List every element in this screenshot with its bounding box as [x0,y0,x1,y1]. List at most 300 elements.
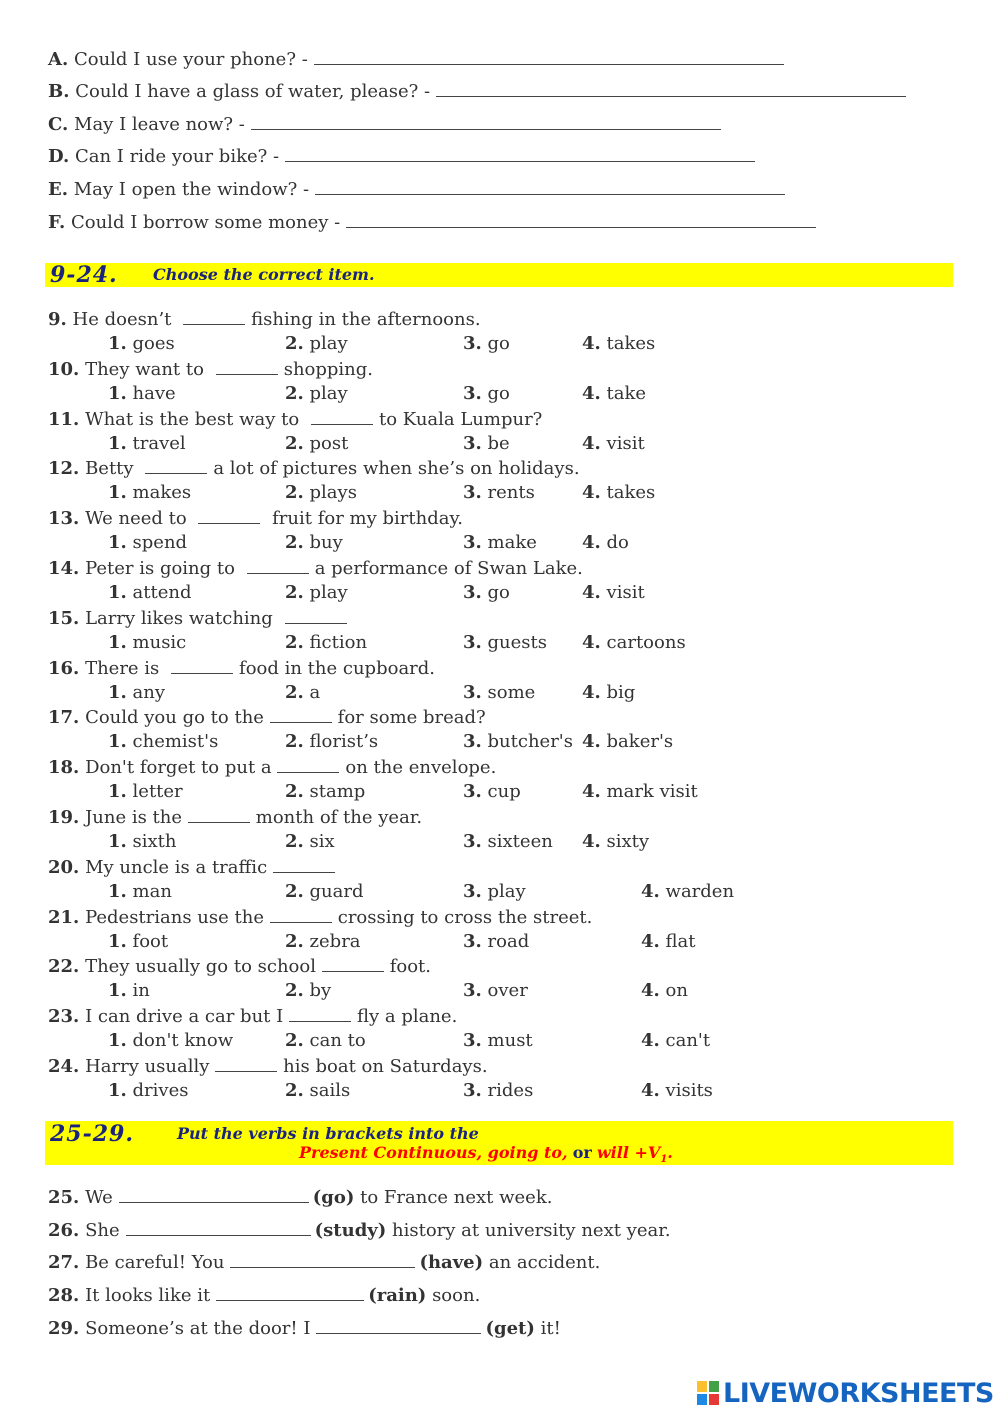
question-text-after: a performance of Swan Lake. [314,558,583,579]
answer-option[interactable] [463,433,510,455]
option-number: 1. [108,1030,127,1052]
option-number: 4. [641,930,660,952]
option-number: 1. [108,382,127,404]
section-header-25-29 [45,1121,953,1165]
option-number: 4. [641,1030,660,1052]
question-text-before: I can drive a car but I [85,1006,284,1028]
answer-blank[interactable] [322,955,384,972]
question-row [48,308,481,331]
option-number: 2. [285,1030,304,1052]
section-header-9-24 [45,263,953,287]
question-text-after: month of the year. [255,807,423,828]
option-number: 1. [108,781,127,803]
answer-option[interactable] [463,333,510,355]
sentence-after: to France next week. [360,1187,553,1208]
answer-blank[interactable] [273,856,335,873]
question-number: 10. [48,358,80,380]
answer-option[interactable] [582,682,635,704]
option-number: 3. [463,731,482,753]
option-number: 2. [285,582,304,603]
option-number: 2. [285,930,304,952]
answer-option[interactable] [285,482,357,504]
answer-option[interactable] [108,682,165,704]
answer-option[interactable] [108,1030,233,1052]
answer-option[interactable] [582,333,655,355]
verb-prompt: (have) [419,1252,484,1274]
option-number: 3. [463,880,482,902]
option-text: guests [487,631,548,653]
option-text: cup [487,781,521,803]
option-number: 1. [108,980,127,1002]
option-text: can't [665,1030,711,1052]
question-number: 11. [48,408,80,430]
option-number: 3. [463,532,482,554]
request-row [48,48,784,71]
answer-option[interactable] [463,532,537,554]
option-text: butcher's [487,731,573,753]
section-number: 25-29. [50,1121,135,1147]
answer-option[interactable] [463,881,526,903]
question-text-before: He doesn’t [72,309,172,330]
answer-option[interactable] [463,931,529,953]
answer-option[interactable] [285,781,365,803]
answer-blank[interactable] [314,48,784,65]
option-text: a [309,681,321,703]
option-number: 1. [108,831,127,852]
answer-blank[interactable] [216,1284,364,1301]
answer-option[interactable] [108,433,186,455]
answer-blank[interactable] [216,358,278,375]
verb-row [48,1284,480,1307]
question-row [48,1055,488,1078]
option-number: 3. [463,681,482,703]
answer-blank[interactable] [230,1251,415,1268]
answer-option[interactable] [582,383,646,405]
question-number: 21. [48,906,80,928]
option-text: buy [309,532,343,554]
answer-option[interactable] [582,532,629,554]
option-number: 3. [463,582,482,603]
option-number: 1. [108,432,127,454]
option-number: 4. [641,1080,660,1101]
answer-blank[interactable] [285,607,347,624]
option-number: 4. [582,333,601,354]
option-number: 3. [463,382,482,404]
answer-option[interactable] [463,383,510,405]
option-text: make [487,532,537,554]
answer-blank[interactable] [126,1219,311,1236]
answer-option[interactable] [285,532,343,554]
question-row [48,806,422,829]
option-text: visits [665,1080,713,1101]
answer-blank[interactable] [315,178,785,195]
option-number: 2. [285,831,304,852]
sentence-after: an accident. [488,1252,601,1274]
request-row [48,211,816,234]
answer-option[interactable] [285,333,348,355]
request-letter: F. [48,212,66,233]
option-number: 2. [285,482,304,504]
question-text-after: to Kuala Lumpur? [378,408,543,430]
answer-blank[interactable] [346,211,816,228]
answer-option[interactable] [641,881,734,903]
option-number: 1. [108,582,127,603]
answer-option[interactable] [108,731,218,753]
option-text: music [132,631,187,653]
question-row [48,706,486,729]
option-number: 3. [463,930,482,952]
option-number: 2. [285,432,304,454]
verb-row [48,1219,671,1242]
option-number: 2. [285,681,304,703]
option-number: 3. [463,333,482,354]
option-text: visit [606,582,645,603]
answer-option[interactable] [285,731,378,753]
answer-option[interactable] [108,482,191,504]
option-text: goes [132,333,175,354]
option-text: post [309,432,349,454]
option-text: takes [606,333,656,354]
option-number: 4. [582,582,601,603]
option-number: 4. [641,880,660,902]
answer-option[interactable] [582,781,698,803]
request-letter: B. [48,81,70,102]
answer-option[interactable] [463,632,547,654]
option-text: plays [309,482,357,504]
answer-option[interactable] [463,831,553,853]
option-text: travel [132,432,186,454]
question-number: 19. [48,807,80,828]
question-row [48,557,583,580]
answer-option[interactable] [285,1030,366,1052]
request-letter: D. [48,146,70,167]
answer-blank[interactable] [270,906,332,923]
answer-option[interactable] [285,582,348,604]
option-text: go [487,582,510,603]
question-row [48,906,592,929]
option-text: sails [309,1080,351,1101]
option-text: do [606,532,629,554]
option-number: 1. [108,1080,127,1101]
answer-option[interactable] [108,333,175,355]
question-text-before: We need to [85,508,187,530]
option-number: 4. [582,631,601,653]
answer-option[interactable] [108,781,183,803]
option-text: go [487,382,510,404]
option-text: some [487,681,536,703]
option-text: rides [487,1080,534,1101]
answer-blank[interactable] [316,1317,481,1334]
answer-option[interactable] [108,383,176,405]
option-text: fiction [309,631,368,653]
answer-blank[interactable] [198,507,260,524]
request-text: Could I use your phone? - [73,49,308,70]
sentence-before: She [85,1219,120,1241]
option-text: flat [665,930,696,952]
option-text: play [309,382,348,404]
option-number: 4. [582,681,601,703]
answer-option[interactable] [641,1030,710,1052]
question-text-after: for some bread? [337,707,486,729]
answer-blank[interactable] [251,113,721,130]
question-text-before: What is the best way to [85,408,300,430]
answer-option[interactable] [285,881,364,903]
option-number: 4. [582,532,601,554]
verb-prompt: (go) [312,1187,355,1208]
answer-option[interactable] [463,781,521,803]
request-letter: E. [48,179,68,200]
answer-blank[interactable] [188,806,250,823]
liveworksheets-logo-icon [697,1381,719,1405]
answer-option[interactable] [285,433,348,455]
answer-blank[interactable] [289,1005,351,1022]
answer-blank[interactable] [436,80,906,97]
option-text: warden [665,880,735,902]
option-text: play [309,333,348,354]
question-text-before: There is [85,657,160,679]
option-text: takes [606,482,656,504]
question-text-after: fly a plane. [356,1006,458,1028]
answer-blank[interactable] [311,408,373,425]
option-number: 2. [285,880,304,902]
option-text: drives [132,1080,189,1101]
question-row [48,657,435,680]
option-number: 1. [108,333,127,354]
option-text: big [606,681,636,703]
question-text-before: Harry usually [85,1056,210,1077]
option-text: chemist's [132,731,219,753]
option-text: rents [487,482,535,504]
question-number: 25. [48,1187,80,1208]
option-text: spend [132,532,188,554]
option-number: 1. [108,880,127,902]
option-text: take [606,382,647,404]
option-number: 3. [463,432,482,454]
request-text: Could I have a glass of water, please? - [75,81,431,102]
answer-option[interactable] [641,980,688,1002]
request-letter: C. [48,114,69,135]
question-text-before: Could you go to the [85,707,264,729]
answer-option[interactable] [641,931,696,953]
answer-option[interactable] [463,582,510,604]
sentence-before: It looks like it [85,1285,211,1307]
request-row [48,80,906,103]
question-number: 13. [48,508,80,530]
option-text: man [132,880,172,902]
question-number: 26. [48,1219,80,1241]
question-row [48,358,373,381]
option-text: sixty [606,831,650,852]
verb-row [48,1251,600,1274]
answer-option[interactable] [285,682,320,704]
question-number: 29. [48,1317,80,1339]
option-text: be [487,432,510,454]
option-text: any [132,681,166,703]
liveworksheets-logo[interactable] [697,1376,994,1410]
option-text: play [309,582,348,603]
option-number: 1. [108,532,127,554]
option-text: guard [309,880,364,902]
logo-text: LIVEWORKSHEETS [723,1377,994,1409]
question-text-after: a lot of pictures when she’s on holidays. [213,458,580,480]
question-text-before: Betty [85,458,134,480]
answer-option[interactable] [582,482,655,504]
option-number: 4. [582,731,601,753]
option-number: 2. [285,333,304,354]
request-text: Can I ride your bike? - [74,146,280,167]
answer-option[interactable] [108,632,186,654]
answer-option[interactable] [463,980,528,1002]
option-number: 1. [108,930,127,952]
answer-blank[interactable] [171,657,233,674]
verb-prompt: (study) [314,1219,387,1241]
question-number: 14. [48,558,80,579]
answer-option[interactable] [285,632,367,654]
option-text: sixteen [487,831,553,852]
option-number: 2. [285,980,304,1002]
sentence-after: history at university next year. [392,1219,671,1241]
sentence-after: soon. [432,1285,481,1307]
option-number: 2. [285,382,304,404]
answer-blank[interactable] [119,1186,309,1203]
answer-blank[interactable] [145,457,207,474]
request-letter: A. [48,49,69,70]
question-text-after: on the envelope. [345,757,497,779]
question-text-after: crossing to cross the street. [337,906,593,928]
answer-option[interactable] [463,1030,533,1052]
sentence-after: it! [540,1317,561,1339]
option-number: 2. [285,631,304,653]
option-text: six [309,831,335,852]
option-text: in [132,980,150,1002]
answer-option[interactable] [582,632,686,654]
option-text: cartoons [606,631,686,653]
answer-option[interactable] [108,831,177,853]
option-number: 1. [108,482,127,504]
question-text-before: Peter is going to [85,558,235,579]
option-text: on [665,980,688,1002]
question-text-before: Pedestrians use the [85,906,264,928]
answer-option[interactable] [108,931,168,953]
section-subtitle: Present Continuous, going to, or will $+V_1$. [299,1143,673,1166]
option-text: must [487,1030,533,1052]
answer-option[interactable] [108,582,192,604]
option-number: 1. [108,731,127,753]
answer-blank[interactable] [183,308,245,325]
option-text: zebra [309,930,361,952]
question-number: 18. [48,757,80,779]
answer-option[interactable] [582,582,645,604]
answer-blank[interactable] [270,706,332,723]
option-number: 2. [285,532,304,554]
question-row [48,1005,457,1028]
question-number: 24. [48,1056,80,1077]
option-number: 1. [108,631,127,653]
question-row [48,756,496,779]
answer-blank[interactable] [215,1055,277,1072]
question-number: 15. [48,607,80,629]
answer-option[interactable] [108,1080,188,1102]
option-number: 4. [582,382,601,404]
answer-option[interactable] [463,731,573,753]
answer-option[interactable] [463,682,535,704]
question-row [48,955,431,978]
question-text-before: They usually go to school [85,956,316,978]
answer-option[interactable] [582,731,673,753]
option-text: foot [132,930,169,952]
question-number: 16. [48,657,80,679]
question-text-before: They want to [85,358,204,380]
question-number: 20. [48,856,80,878]
option-text: letter [132,781,183,803]
answer-option[interactable] [108,532,187,554]
option-text: can to [309,1030,366,1052]
option-number: 3. [463,482,482,504]
option-text: stamp [309,781,366,803]
option-number: 3. [463,1030,482,1052]
option-text: sixth [132,831,177,852]
option-number: 4. [582,831,601,852]
answer-option[interactable] [582,433,645,455]
question-text-before: My uncle is a traffic [85,856,268,878]
answer-option[interactable] [285,931,361,953]
question-text-after: foot. [389,956,432,978]
question-row [48,856,341,879]
answer-option[interactable] [285,980,331,1002]
answer-option[interactable] [463,1080,533,1102]
answer-option[interactable] [285,831,335,853]
request-row [48,178,785,201]
answer-option[interactable] [582,831,649,853]
question-row [48,607,353,630]
option-text: road [487,930,530,952]
answer-blank[interactable] [277,756,339,773]
option-text: florist’s [309,731,379,753]
answer-option[interactable] [641,1080,713,1102]
option-number: 2. [285,1080,304,1101]
verb-prompt: (get) [485,1317,535,1339]
option-number: 3. [463,631,482,653]
answer-option[interactable] [108,881,172,903]
question-text-before: June is the [85,807,183,828]
answer-option[interactable] [463,482,535,504]
option-number: 4. [582,432,601,454]
question-text-before: Larry likes watching [85,607,273,629]
question-number: 17. [48,707,80,729]
question-text-after: fishing in the afternoons. [251,309,481,330]
option-text: play [487,880,526,902]
question-number: 28. [48,1285,80,1307]
question-text-after: shopping. [283,358,374,380]
verb-prompt: (rain) [368,1285,427,1307]
answer-blank[interactable] [247,557,309,574]
question-number: 9. [48,309,67,330]
option-text: over [487,980,528,1002]
option-text: have [132,382,176,404]
answer-blank[interactable] [285,145,755,162]
answer-option[interactable] [108,980,150,1002]
question-number: 23. [48,1006,80,1028]
answer-option[interactable] [285,383,348,405]
section-number: 9-24. [50,262,118,288]
question-text-after: his boat on Saturdays. [283,1056,488,1077]
verb-row [48,1186,552,1209]
question-row [48,457,580,480]
request-row [48,113,721,136]
answer-option[interactable] [285,1080,350,1102]
question-number: 22. [48,956,80,978]
sentence-before: Someone’s at the door! I [85,1317,311,1339]
